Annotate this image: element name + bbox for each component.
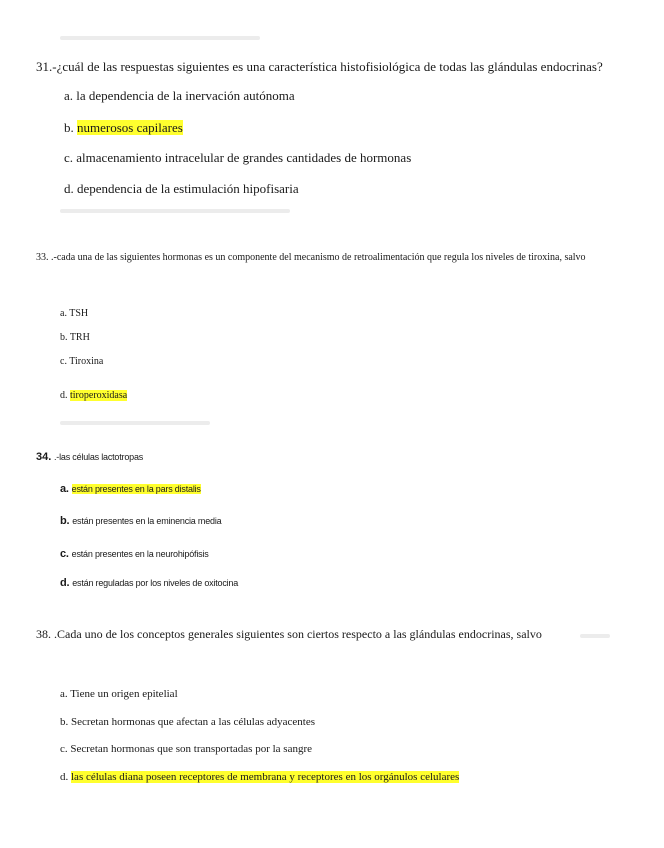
option-letter: c. (60, 356, 70, 367)
option-text: Tiroxina (69, 356, 104, 367)
option-c[interactable] (64, 150, 411, 166)
question-stem: .-las células lactotropas (54, 452, 144, 462)
option-text: almacenamiento intracelular de grandes cantidades de hormonas (76, 150, 412, 165)
scan-smudge (60, 36, 260, 40)
option-letter: d. (60, 390, 70, 401)
option-c[interactable] (60, 743, 312, 755)
question-stem: 38. .Cada uno de los conceptos generales siguientes son ciertos respecto a las glándulas endocrinas, salvo (36, 627, 542, 641)
option-text: dependencia de la estimulación hipofisaria (77, 181, 299, 196)
option-d[interactable] (60, 771, 459, 783)
option-text: la dependencia de la inervación autónoma (76, 88, 295, 103)
option-d[interactable] (64, 181, 299, 197)
question-stem: 33. .-cada una de las siguientes hormonas es un componente del mecanismo de retroalimentación que regula los niveles de tiroxina, salvo (36, 252, 586, 263)
option-text: Tiene un origen epitelial (70, 688, 178, 700)
option-letter: a. (60, 483, 72, 495)
option-d[interactable] (60, 577, 238, 589)
option-c[interactable] (60, 548, 209, 560)
option-text-highlighted: numerosos capilares (77, 120, 183, 135)
option-letter: b. (60, 332, 70, 343)
option-a[interactable] (60, 483, 201, 495)
option-text: están presentes en la neurohipófisis (71, 549, 209, 559)
option-text: están reguladas por los niveles de oxitocina (72, 578, 239, 588)
option-c[interactable] (60, 356, 103, 367)
option-text-highlighted: las células diana poseen receptores de membrana y receptores en los orgánulos celulares (71, 771, 460, 783)
option-letter: b. (60, 515, 73, 527)
option-text-highlighted: están presentes en la pars distalis (71, 484, 201, 494)
question-number: 34. (36, 451, 52, 463)
option-letter: b. (60, 716, 71, 728)
option-a[interactable] (60, 308, 88, 319)
option-a[interactable] (60, 688, 178, 700)
option-letter: c. (64, 150, 77, 165)
option-text: Secretan hormonas que son transportadas por la sangre (70, 743, 313, 755)
option-b[interactable] (60, 515, 221, 527)
option-a[interactable] (64, 88, 295, 104)
option-letter: d. (60, 771, 71, 783)
option-text: Secretan hormonas que afectan a las células adyacentes (71, 716, 316, 728)
question-stem: 31.-¿cuál de las respuestas siguientes es una característica histofisiológica de todas las glándulas endocrinas? (36, 59, 603, 74)
option-b[interactable] (60, 332, 90, 343)
scan-smudge (60, 421, 210, 425)
option-letter: d. (60, 577, 73, 589)
option-d[interactable] (60, 390, 127, 401)
option-letter: c. (60, 743, 71, 755)
option-letter: b. (64, 120, 77, 135)
option-letter: a. (64, 88, 77, 103)
option-letter: a. (60, 688, 71, 700)
option-letter: d. (64, 181, 77, 196)
scan-smudge (60, 209, 290, 213)
option-letter: c. (60, 548, 72, 560)
option-b[interactable] (60, 716, 315, 728)
option-text: TSH (69, 308, 89, 319)
option-text-highlighted: tiroperoxidasa (70, 390, 128, 401)
scan-smudge (580, 634, 610, 638)
option-b[interactable] (64, 120, 183, 136)
option-text: están presentes en la eminencia media (72, 516, 222, 526)
option-letter: a. (60, 308, 70, 319)
option-text: TRH (69, 332, 90, 343)
